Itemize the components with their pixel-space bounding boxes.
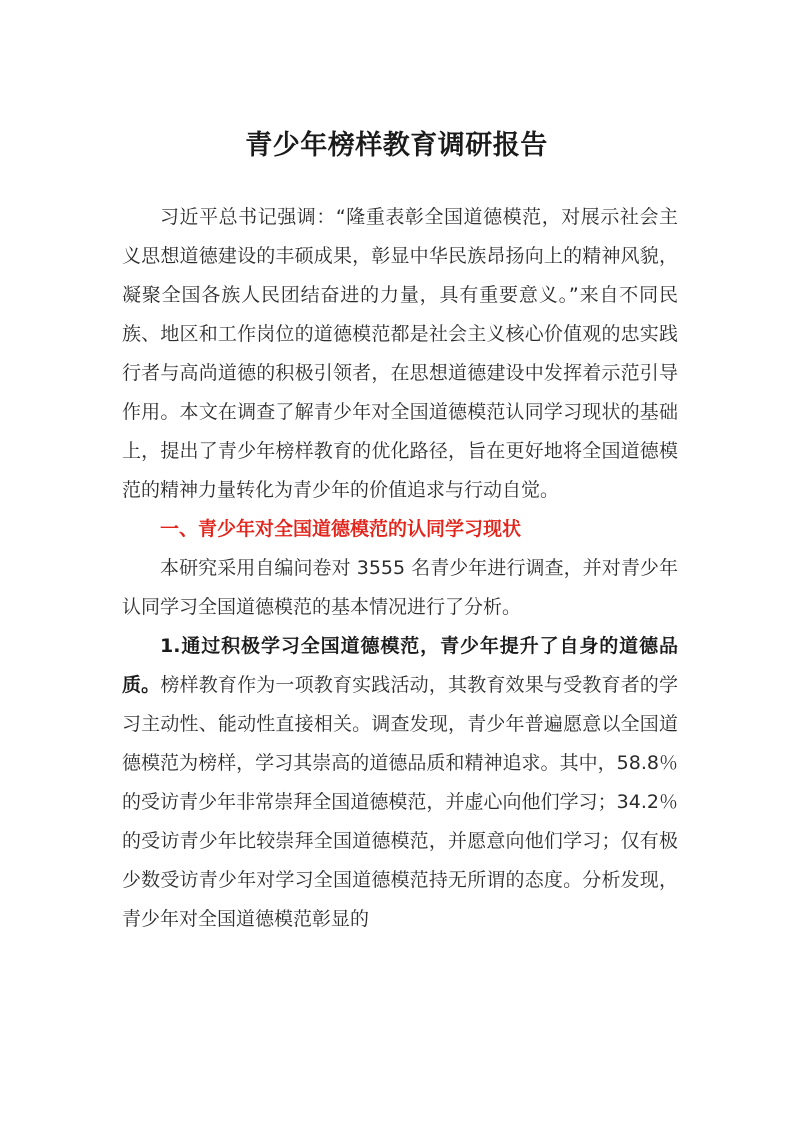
document-body <box>122 198 678 939</box>
point-paragraph <box>122 627 678 939</box>
point-text: 榜样教育作为一项教育实践活动，其教育效果与受教育者的学习主动性、能动性直接相关。调查发现，青少年普遍愿意以全国道德模范为榜样，学习其崇高的道德品质和精神追求。其中，58.8％的受访青少年非常崇拜全国道德模范，并虚心向他们学习；34.2％的受访青少年比较崇拜全国道德模范，并愿意向他们学习；仅有极少数受访青少年对学习全国道德模范持无所谓的态度。分析发现，青少年对全国道德模范彰显的 <box>122 674 678 930</box>
section-paragraph: 本研究采用自编问卷对 3555 名青少年进行调查，并对青少年认同学习全国道德模范的基本情况进行了分析。 <box>122 557 678 618</box>
section-heading: 一、青少年对全国道德模范的认同学习现状 <box>160 518 522 540</box>
intro-paragraph: 习近平总书记强调：“隆重表彰全国道德模范，对展示社会主义思想道德建设的丰硕成果，彰显中华民族昂扬向上的精神风貌，凝聚全国各族人民团结奋进的力量，具有重要意义。”来自不同民族、地区和工作岗位的道德模范都是社会主义核心价值观的忠实践行者与高尚道德的积极引领者，在思想道德建设中发挥着示范引导作用。本文在调查了解青少年对全国道德模范认同学习现状的基础上，提出了青少年榜样教育的优化路径，旨在更好地将全国道德模范的精神力量转化为青少年的价值追求与行动自觉。 <box>122 206 678 501</box>
document-title: 青少年榜样教育调研报告 <box>245 130 548 161</box>
point-lead: 1.通过积极学习全国道德模范，青少年提升了自身的道德品质。 <box>122 635 678 696</box>
